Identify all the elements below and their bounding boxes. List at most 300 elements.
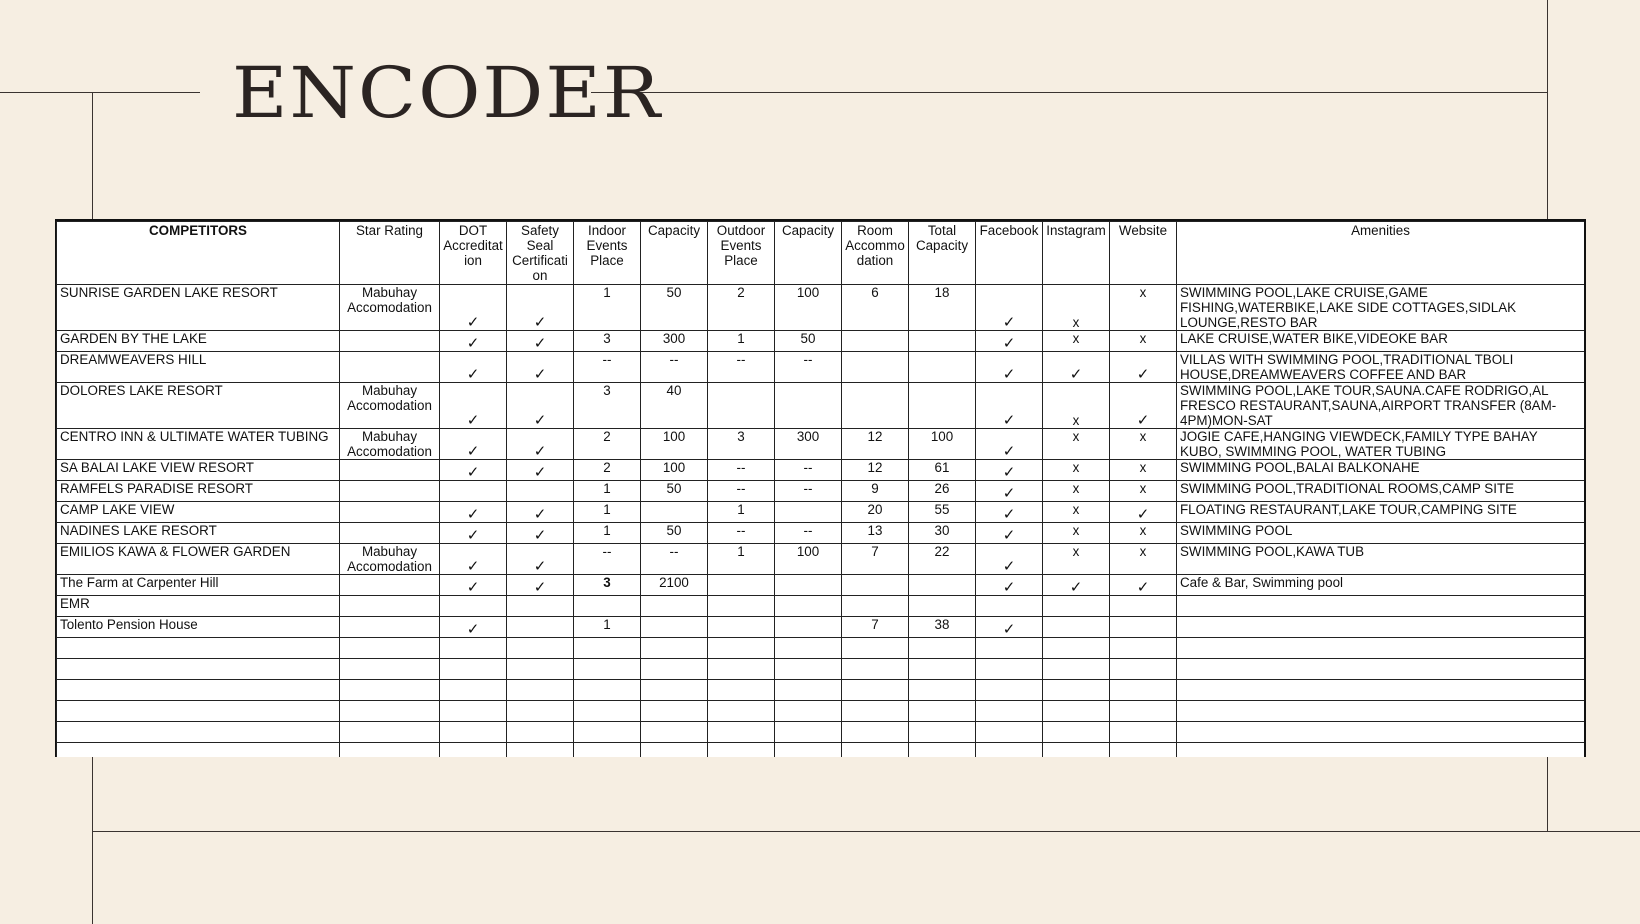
cell-indoor-capacity: 50	[641, 523, 708, 544]
cell-amenities	[1177, 596, 1585, 617]
cell-indoor-events	[574, 743, 641, 758]
cell-amenities: SWIMMING POOL,LAKE TOUR,SAUNA.CAFE RODRIGO,AL FRESCO RESTAURANT,SAUNA,AIRPORT TRANSFER (8AM-4PM)MON-SAT	[1177, 383, 1585, 429]
table-row	[57, 596, 1585, 617]
cell-safety-seal: ✓	[507, 383, 574, 429]
cell-amenities: FLOATING RESTAURANT,LAKE TOUR,CAMPING SITE	[1177, 502, 1585, 523]
cell-dot-accreditation: ✓	[440, 383, 507, 429]
cell-website: x	[1110, 285, 1177, 331]
cell-instagram	[1043, 596, 1110, 617]
table-body	[57, 285, 1585, 758]
cell-dot-accreditation	[440, 701, 507, 722]
cell-indoor-events: 1	[574, 481, 641, 502]
cell-outdoor-events	[708, 596, 775, 617]
cell-instagram	[1043, 659, 1110, 680]
cell-website	[1110, 743, 1177, 758]
table-row	[57, 638, 1585, 659]
cell-dot-accreditation: ✓	[440, 575, 507, 596]
cell-safety-seal: ✓	[507, 352, 574, 383]
cell-room-accommodation: 7	[842, 617, 909, 638]
table-row	[57, 701, 1585, 722]
cell-indoor-events: --	[574, 352, 641, 383]
cell-indoor-capacity: 300	[641, 331, 708, 352]
cell-competitors: The Farm at Carpenter Hill	[57, 575, 340, 596]
cell-facebook: ✓	[976, 460, 1043, 481]
cell-competitors	[57, 638, 340, 659]
cell-amenities	[1177, 680, 1585, 701]
cell-outdoor-events	[708, 722, 775, 743]
cell-room-accommodation	[842, 352, 909, 383]
cell-amenities: LAKE CRUISE,WATER BIKE,VIDEOKE BAR	[1177, 331, 1585, 352]
cell-website	[1110, 659, 1177, 680]
cell-star-rating: Mabuhay Accomodation	[340, 285, 440, 331]
cell-competitors: EMR	[57, 596, 340, 617]
cell-total-capacity: 55	[909, 502, 976, 523]
header-room-accommodation: Room Accommo dation	[842, 222, 909, 285]
cell-instagram: x	[1043, 331, 1110, 352]
cell-total-capacity	[909, 680, 976, 701]
cell-star-rating	[340, 743, 440, 758]
cell-outdoor-capacity	[775, 596, 842, 617]
cell-outdoor-capacity: --	[775, 481, 842, 502]
cell-indoor-events	[574, 596, 641, 617]
cell-star-rating	[340, 352, 440, 383]
cell-indoor-capacity	[641, 502, 708, 523]
cell-indoor-events	[574, 680, 641, 701]
cell-safety-seal	[507, 680, 574, 701]
cell-outdoor-events	[708, 743, 775, 758]
cell-outdoor-events: 3	[708, 429, 775, 460]
cell-instagram: x	[1043, 481, 1110, 502]
cell-room-accommodation	[842, 596, 909, 617]
cell-room-accommodation	[842, 701, 909, 722]
cell-outdoor-events: 2	[708, 285, 775, 331]
cell-indoor-capacity: 50	[641, 285, 708, 331]
table-row	[57, 617, 1585, 638]
cell-room-accommodation	[842, 659, 909, 680]
table-row	[57, 722, 1585, 743]
header-website: Website	[1110, 222, 1177, 285]
cell-outdoor-capacity	[775, 722, 842, 743]
cell-dot-accreditation	[440, 722, 507, 743]
cell-website: ✓	[1110, 352, 1177, 383]
cell-instagram	[1043, 722, 1110, 743]
cell-indoor-events: 1	[574, 617, 641, 638]
cell-outdoor-capacity: --	[775, 523, 842, 544]
cell-indoor-events: 3	[574, 383, 641, 429]
table-row	[57, 743, 1585, 758]
cell-instagram	[1043, 617, 1110, 638]
cell-dot-accreditation	[440, 743, 507, 758]
table-row	[57, 523, 1585, 544]
cell-dot-accreditation: ✓	[440, 352, 507, 383]
cell-total-capacity	[909, 638, 976, 659]
cell-outdoor-capacity	[775, 638, 842, 659]
cell-safety-seal	[507, 659, 574, 680]
cell-instagram: x	[1043, 429, 1110, 460]
header-facebook: Facebook	[976, 222, 1043, 285]
cell-indoor-events	[574, 659, 641, 680]
cell-instagram: x	[1043, 460, 1110, 481]
cell-indoor-capacity	[641, 617, 708, 638]
cell-star-rating	[340, 722, 440, 743]
cell-competitors	[57, 680, 340, 701]
cell-indoor-capacity	[641, 722, 708, 743]
cell-competitors: DOLORES LAKE RESORT	[57, 383, 340, 429]
table-row	[57, 460, 1585, 481]
cell-instagram: x	[1043, 383, 1110, 429]
cell-amenities	[1177, 638, 1585, 659]
cell-outdoor-events	[708, 638, 775, 659]
cell-dot-accreditation: ✓	[440, 502, 507, 523]
bottom-rule	[92, 831, 1640, 832]
cell-facebook: ✓	[976, 523, 1043, 544]
cell-star-rating	[340, 331, 440, 352]
cell-safety-seal	[507, 617, 574, 638]
cell-safety-seal: ✓	[507, 502, 574, 523]
cell-competitors	[57, 659, 340, 680]
cell-amenities: SWIMMING POOL,LAKE CRUISE,GAME FISHING,WATERBIKE,LAKE SIDE COTTAGES,SIDLAK LOUNGE,RESTO BAR	[1177, 285, 1585, 331]
cell-indoor-events: 1	[574, 285, 641, 331]
cell-safety-seal	[507, 701, 574, 722]
header-total-capacity: Total Capacity	[909, 222, 976, 285]
cell-total-capacity	[909, 352, 976, 383]
cell-safety-seal	[507, 743, 574, 758]
cell-star-rating: Mabuhay Accomodation	[340, 429, 440, 460]
cell-website: x	[1110, 429, 1177, 460]
cell-indoor-capacity	[641, 659, 708, 680]
cell-website: x	[1110, 481, 1177, 502]
cell-indoor-capacity	[641, 638, 708, 659]
cell-instagram: ✓	[1043, 352, 1110, 383]
cell-outdoor-events	[708, 701, 775, 722]
cell-facebook	[976, 701, 1043, 722]
cell-total-capacity	[909, 383, 976, 429]
cell-outdoor-events	[708, 383, 775, 429]
cell-dot-accreditation	[440, 680, 507, 701]
table-row	[57, 575, 1585, 596]
cell-dot-accreditation	[440, 596, 507, 617]
cell-total-capacity	[909, 743, 976, 758]
cell-star-rating	[340, 659, 440, 680]
cell-facebook: ✓	[976, 481, 1043, 502]
cell-room-accommodation	[842, 680, 909, 701]
cell-total-capacity	[909, 722, 976, 743]
cell-total-capacity	[909, 596, 976, 617]
cell-dot-accreditation: ✓	[440, 523, 507, 544]
cell-indoor-events	[574, 722, 641, 743]
cell-indoor-capacity	[641, 743, 708, 758]
competitors-table-container	[55, 219, 1586, 757]
header-amenities: Amenities	[1177, 222, 1585, 285]
cell-outdoor-capacity: 50	[775, 331, 842, 352]
cell-website	[1110, 701, 1177, 722]
cell-outdoor-events: --	[708, 523, 775, 544]
cell-dot-accreditation: ✓	[440, 429, 507, 460]
cell-competitors: DREAMWEAVERS HILL	[57, 352, 340, 383]
cell-indoor-events: 3	[574, 331, 641, 352]
cell-dot-accreditation: ✓	[440, 285, 507, 331]
cell-outdoor-capacity	[775, 680, 842, 701]
cell-website: x	[1110, 331, 1177, 352]
cell-safety-seal: ✓	[507, 575, 574, 596]
cell-room-accommodation: 20	[842, 502, 909, 523]
cell-star-rating	[340, 502, 440, 523]
cell-room-accommodation: 13	[842, 523, 909, 544]
cell-amenities	[1177, 701, 1585, 722]
cell-amenities	[1177, 743, 1585, 758]
cell-outdoor-events	[708, 575, 775, 596]
cell-facebook: ✓	[976, 383, 1043, 429]
cell-website	[1110, 680, 1177, 701]
cell-facebook: ✓	[976, 575, 1043, 596]
cell-outdoor-capacity	[775, 617, 842, 638]
cell-total-capacity: 38	[909, 617, 976, 638]
cell-total-capacity: 22	[909, 544, 976, 575]
cell-outdoor-events: 1	[708, 544, 775, 575]
cell-outdoor-capacity: --	[775, 460, 842, 481]
cell-outdoor-events	[708, 617, 775, 638]
cell-safety-seal: ✓	[507, 285, 574, 331]
cell-dot-accreditation	[440, 638, 507, 659]
cell-indoor-events: 1	[574, 502, 641, 523]
table-row	[57, 659, 1585, 680]
header-instagram: Instagram	[1043, 222, 1110, 285]
cell-instagram	[1043, 743, 1110, 758]
cell-room-accommodation: 7	[842, 544, 909, 575]
cell-total-capacity: 18	[909, 285, 976, 331]
cell-indoor-events: --	[574, 544, 641, 575]
cell-indoor-capacity: 40	[641, 383, 708, 429]
cell-outdoor-capacity	[775, 743, 842, 758]
cell-indoor-capacity	[641, 596, 708, 617]
cell-room-accommodation	[842, 638, 909, 659]
cell-room-accommodation: 6	[842, 285, 909, 331]
cell-dot-accreditation	[440, 481, 507, 502]
cell-amenities	[1177, 617, 1585, 638]
cell-total-capacity	[909, 575, 976, 596]
cell-competitors: RAMFELS PARADISE RESORT	[57, 481, 340, 502]
cell-indoor-capacity: 50	[641, 481, 708, 502]
cell-competitors: NADINES LAKE RESORT	[57, 523, 340, 544]
cell-total-capacity: 30	[909, 523, 976, 544]
header-indoor-capacity: Capacity	[641, 222, 708, 285]
cell-indoor-events: 1	[574, 523, 641, 544]
cell-star-rating	[340, 523, 440, 544]
cell-instagram: x	[1043, 502, 1110, 523]
cell-website	[1110, 617, 1177, 638]
top-left-rule	[0, 92, 200, 93]
cell-facebook: ✓	[976, 429, 1043, 460]
cell-instagram	[1043, 638, 1110, 659]
cell-outdoor-capacity: --	[775, 352, 842, 383]
cell-outdoor-events: --	[708, 460, 775, 481]
cell-safety-seal: ✓	[507, 429, 574, 460]
cell-dot-accreditation: ✓	[440, 331, 507, 352]
cell-facebook: ✓	[976, 352, 1043, 383]
cell-indoor-events	[574, 638, 641, 659]
table-row	[57, 481, 1585, 502]
cell-website: x	[1110, 523, 1177, 544]
cell-room-accommodation	[842, 743, 909, 758]
top-right-rule	[591, 92, 1547, 93]
cell-competitors: EMILIOS KAWA & FLOWER GARDEN	[57, 544, 340, 575]
cell-star-rating	[340, 701, 440, 722]
table-row	[57, 331, 1585, 352]
cell-room-accommodation: 12	[842, 429, 909, 460]
cell-total-capacity	[909, 659, 976, 680]
cell-room-accommodation	[842, 722, 909, 743]
cell-competitors: SA BALAI LAKE VIEW RESORT	[57, 460, 340, 481]
cell-instagram: x	[1043, 523, 1110, 544]
cell-star-rating	[340, 596, 440, 617]
header-outdoor-events: Outdoor Events Place	[708, 222, 775, 285]
cell-indoor-capacity: 100	[641, 429, 708, 460]
header-star-rating: Star Rating	[340, 222, 440, 285]
cell-room-accommodation	[842, 575, 909, 596]
cell-competitors: CENTRO INN & ULTIMATE WATER TUBING	[57, 429, 340, 460]
cell-competitors	[57, 722, 340, 743]
cell-safety-seal: ✓	[507, 331, 574, 352]
cell-amenities: JOGIE CAFE,HANGING VIEWDECK,FAMILY TYPE BAHAY KUBO, SWIMMING POOL, WATER TUBING	[1177, 429, 1585, 460]
cell-star-rating: Mabuhay Accomodation	[340, 544, 440, 575]
cell-outdoor-capacity: 300	[775, 429, 842, 460]
cell-total-capacity	[909, 331, 976, 352]
cell-facebook: ✓	[976, 544, 1043, 575]
cell-star-rating	[340, 617, 440, 638]
cell-amenities: Cafe & Bar, Swimming pool	[1177, 575, 1585, 596]
cell-safety-seal: ✓	[507, 544, 574, 575]
cell-website	[1110, 638, 1177, 659]
cell-dot-accreditation: ✓	[440, 617, 507, 638]
cell-indoor-capacity	[641, 680, 708, 701]
cell-room-accommodation	[842, 331, 909, 352]
cell-instagram: ✓	[1043, 575, 1110, 596]
page-title: ENCODER	[232, 51, 663, 134]
cell-indoor-events: 3	[574, 575, 641, 596]
cell-competitors	[57, 743, 340, 758]
cell-indoor-events: 2	[574, 460, 641, 481]
table-header-row	[57, 222, 1585, 285]
header-safety-seal: Safety Seal Certificati on	[507, 222, 574, 285]
cell-outdoor-capacity	[775, 502, 842, 523]
cell-total-capacity: 61	[909, 460, 976, 481]
table-row	[57, 680, 1585, 701]
cell-facebook	[976, 638, 1043, 659]
cell-outdoor-capacity	[775, 701, 842, 722]
cell-outdoor-events	[708, 659, 775, 680]
table-row	[57, 502, 1585, 523]
cell-outdoor-capacity: 100	[775, 285, 842, 331]
cell-outdoor-events: --	[708, 352, 775, 383]
cell-website: ✓	[1110, 575, 1177, 596]
cell-facebook	[976, 743, 1043, 758]
cell-indoor-events: 2	[574, 429, 641, 460]
cell-total-capacity	[909, 701, 976, 722]
cell-indoor-capacity: --	[641, 352, 708, 383]
cell-outdoor-capacity	[775, 659, 842, 680]
cell-star-rating	[340, 460, 440, 481]
cell-indoor-capacity: --	[641, 544, 708, 575]
cell-amenities: SWIMMING POOL,KAWA TUB	[1177, 544, 1585, 575]
cell-safety-seal: ✓	[507, 523, 574, 544]
header-outdoor-capacity: Capacity	[775, 222, 842, 285]
cell-instagram	[1043, 701, 1110, 722]
cell-dot-accreditation	[440, 659, 507, 680]
cell-safety-seal	[507, 481, 574, 502]
cell-competitors	[57, 701, 340, 722]
cell-website: x	[1110, 544, 1177, 575]
cell-safety-seal	[507, 722, 574, 743]
cell-amenities: SWIMMING POOL,TRADITIONAL ROOMS,CAMP SITE	[1177, 481, 1585, 502]
cell-website: ✓	[1110, 502, 1177, 523]
competitors-table	[56, 221, 1585, 757]
cell-amenities: SWIMMING POOL,BALAI BALKONAHE	[1177, 460, 1585, 481]
cell-total-capacity: 100	[909, 429, 976, 460]
cell-safety-seal	[507, 638, 574, 659]
cell-competitors: CAMP LAKE VIEW	[57, 502, 340, 523]
table-row	[57, 285, 1585, 331]
table-row	[57, 383, 1585, 429]
cell-facebook: ✓	[976, 285, 1043, 331]
cell-safety-seal: ✓	[507, 460, 574, 481]
cell-outdoor-events: 1	[708, 502, 775, 523]
cell-total-capacity: 26	[909, 481, 976, 502]
cell-room-accommodation	[842, 383, 909, 429]
cell-amenities: VILLAS WITH SWIMMING POOL,TRADITIONAL TBOLI HOUSE,DREAMWEAVERS COFFEE AND BAR	[1177, 352, 1585, 383]
header-competitors: COMPETITORS	[57, 222, 340, 285]
cell-amenities	[1177, 722, 1585, 743]
cell-outdoor-events: --	[708, 481, 775, 502]
cell-website	[1110, 722, 1177, 743]
cell-facebook	[976, 680, 1043, 701]
cell-competitors: SUNRISE GARDEN LAKE RESORT	[57, 285, 340, 331]
cell-safety-seal	[507, 596, 574, 617]
cell-facebook	[976, 596, 1043, 617]
cell-facebook	[976, 659, 1043, 680]
cell-instagram: x	[1043, 544, 1110, 575]
cell-competitors: Tolento Pension House	[57, 617, 340, 638]
cell-facebook	[976, 722, 1043, 743]
cell-instagram	[1043, 680, 1110, 701]
cell-indoor-capacity: 2100	[641, 575, 708, 596]
cell-star-rating	[340, 680, 440, 701]
cell-star-rating	[340, 575, 440, 596]
cell-website	[1110, 596, 1177, 617]
cell-outdoor-events	[708, 680, 775, 701]
cell-instagram: x	[1043, 285, 1110, 331]
cell-star-rating	[340, 481, 440, 502]
cell-facebook: ✓	[976, 331, 1043, 352]
header-indoor-events: Indoor Events Place	[574, 222, 641, 285]
header-dot-accreditation: DOT Accreditat ion	[440, 222, 507, 285]
cell-website: x	[1110, 460, 1177, 481]
cell-dot-accreditation: ✓	[440, 460, 507, 481]
cell-website: ✓	[1110, 383, 1177, 429]
cell-star-rating	[340, 638, 440, 659]
cell-room-accommodation: 12	[842, 460, 909, 481]
table-row	[57, 429, 1585, 460]
cell-room-accommodation: 9	[842, 481, 909, 502]
cell-outdoor-events: 1	[708, 331, 775, 352]
cell-outdoor-capacity	[775, 575, 842, 596]
cell-indoor-capacity	[641, 701, 708, 722]
cell-indoor-events	[574, 701, 641, 722]
cell-facebook: ✓	[976, 502, 1043, 523]
cell-competitors: GARDEN BY THE LAKE	[57, 331, 340, 352]
cell-facebook: ✓	[976, 617, 1043, 638]
cell-amenities: SWIMMING POOL	[1177, 523, 1585, 544]
cell-outdoor-capacity: 100	[775, 544, 842, 575]
